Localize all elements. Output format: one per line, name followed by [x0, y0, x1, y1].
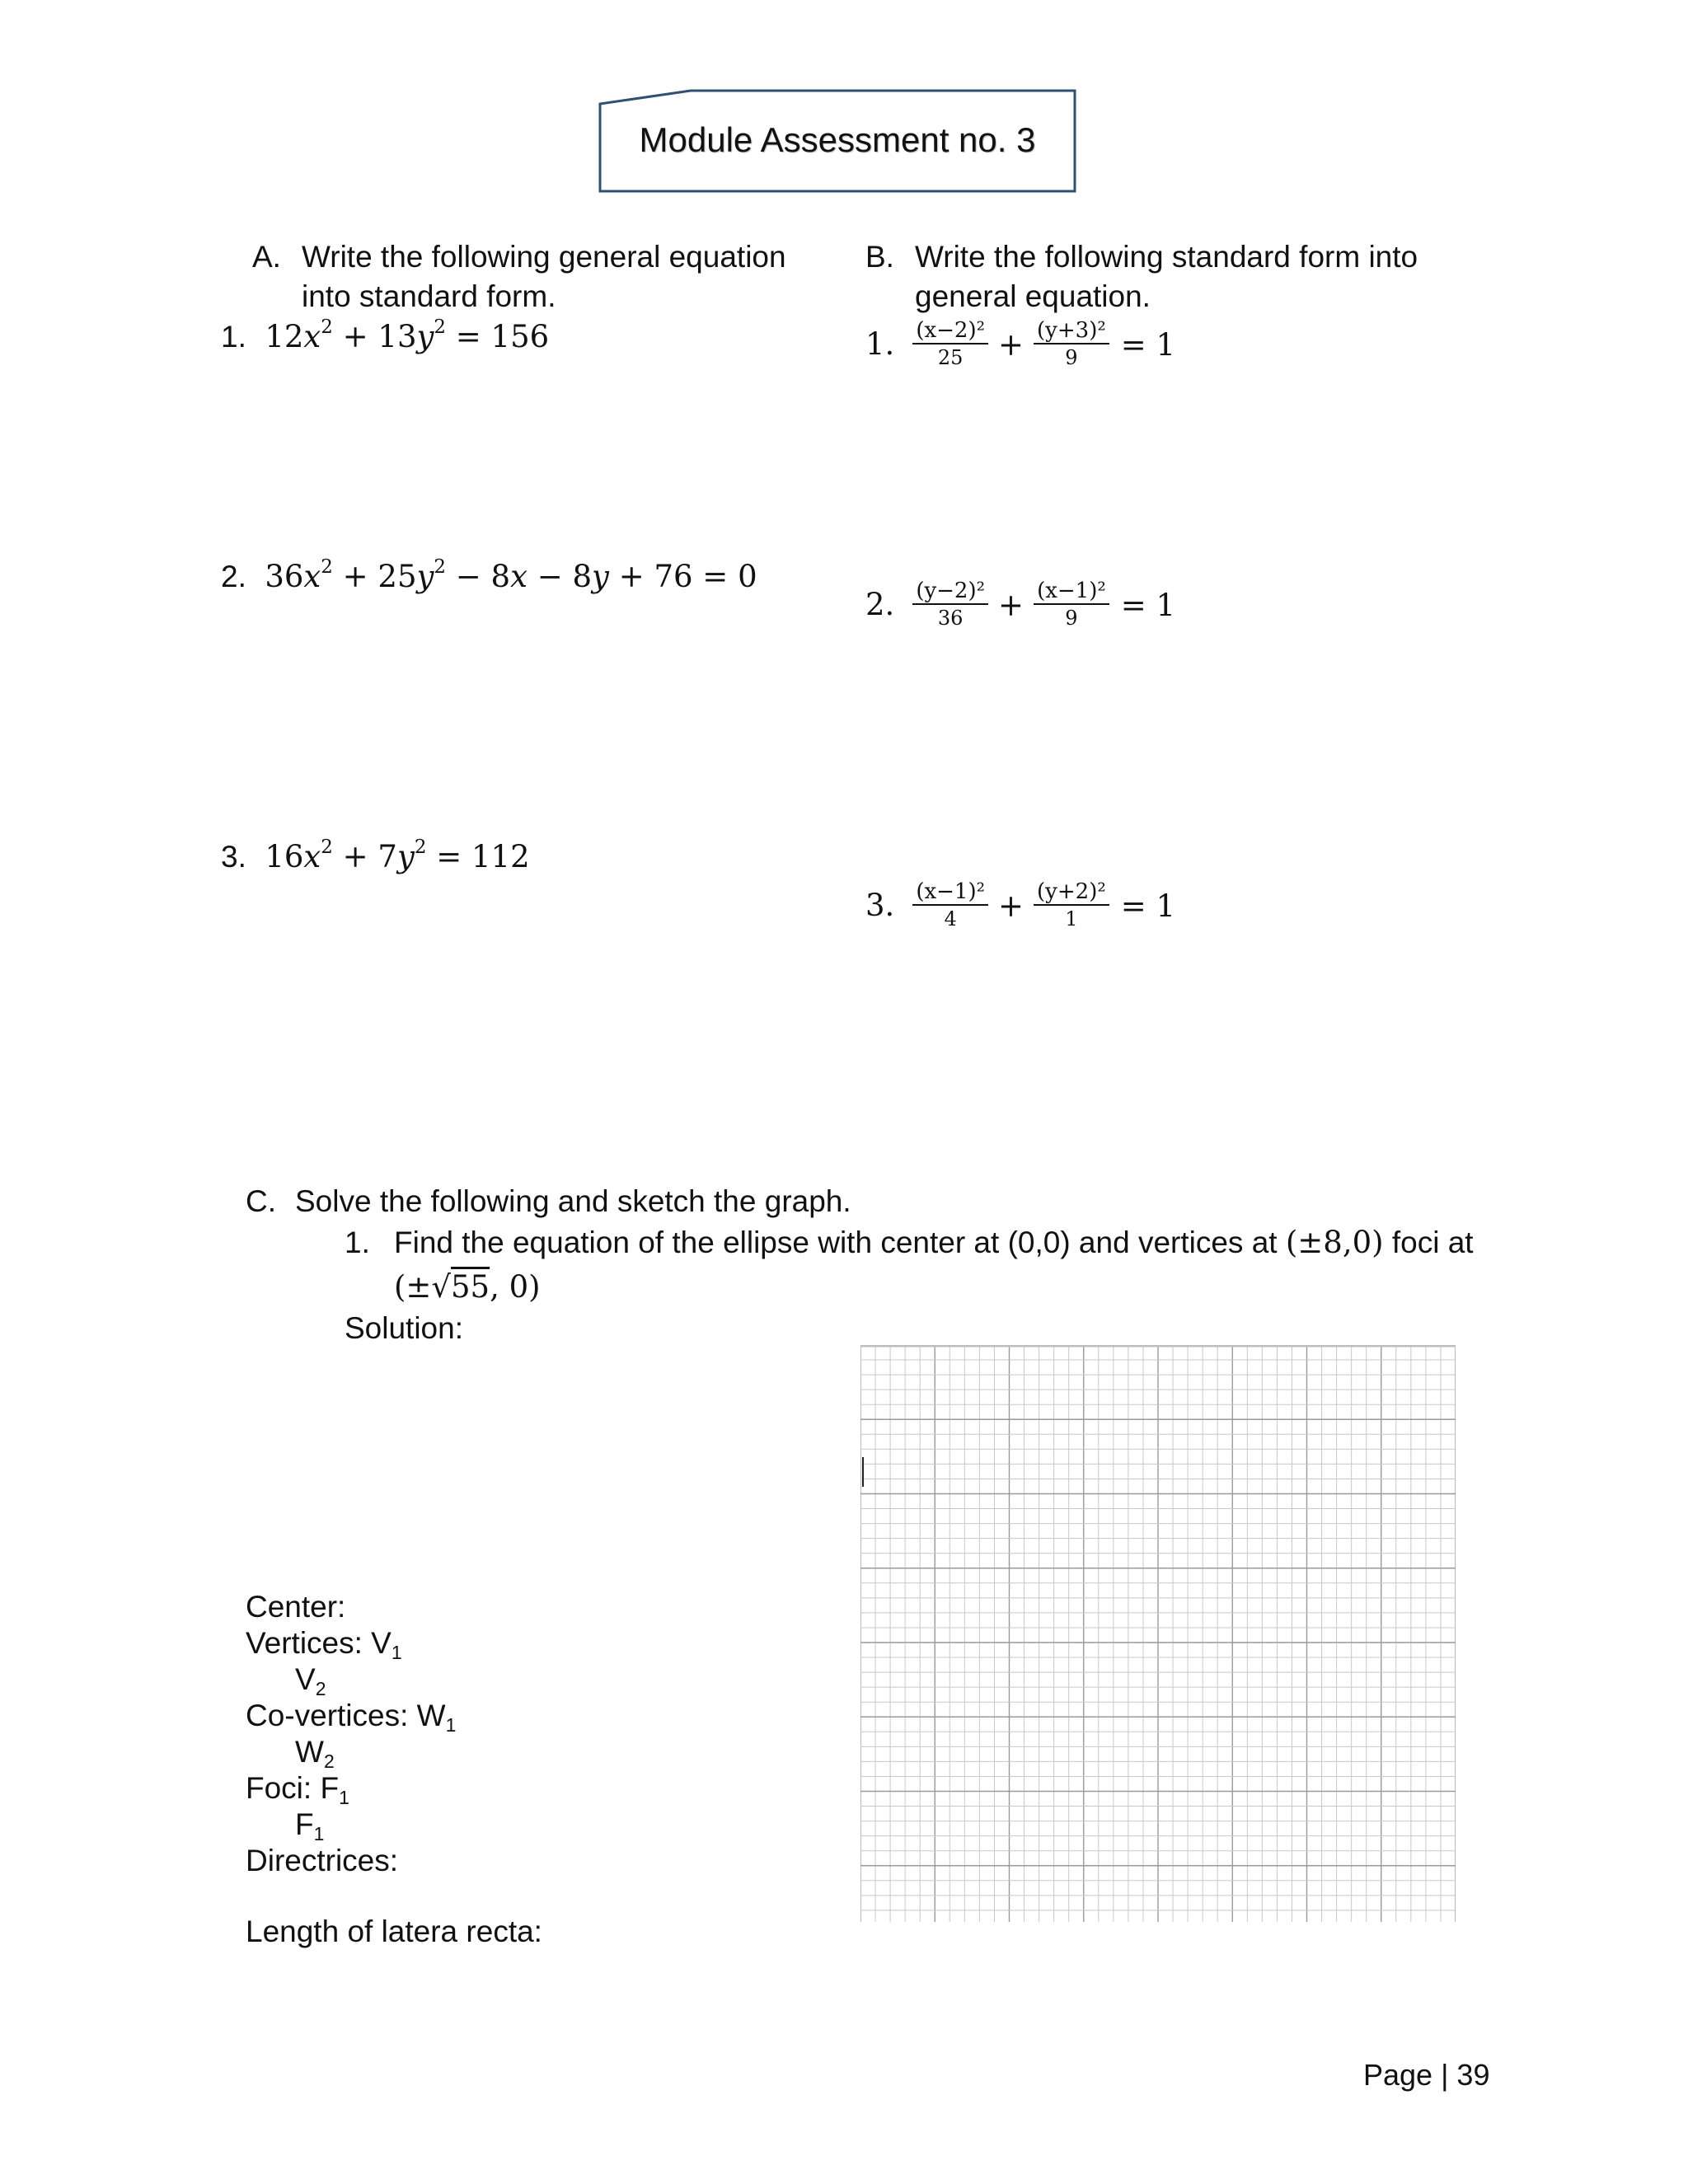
section-b-letter: B.	[865, 240, 894, 274]
item-number: 3.	[865, 888, 895, 923]
section-b-instruction-line2: general equation.	[915, 279, 1151, 313]
section-b-item-1: 1. $\frac{\text{(x−2)²}}{25}$ + $\frac{\text{(y+3)²}}{9}$ = 1	[865, 318, 1176, 369]
section-b-item-3: 3. $\frac{\text{(x−1)²}}{4}$ + $\frac{\text{(y+2)²}}{1}$ = 1	[865, 879, 1176, 930]
item-number: 1.	[865, 326, 895, 362]
section-c-heading: Solve the following and sketch the graph.	[295, 1184, 851, 1218]
coef-x: 12	[265, 319, 304, 354]
coef-x: 36	[265, 559, 304, 594]
covertex-2-label: $W_2$	[295, 1735, 335, 1772]
rhs-value: 156	[490, 319, 550, 354]
item-number: 2.	[865, 587, 895, 622]
fraction-2: $\frac{\text{(y+3)²}}{9}$	[1034, 318, 1109, 371]
page-title: Module Assessment no. 3	[639, 120, 1036, 159]
section-a-instruction-line2: into standard form.	[302, 279, 556, 313]
problem-text	[394, 1223, 1474, 1263]
rhs-value: = 1	[1120, 587, 1176, 623]
coef-x: 16	[265, 839, 304, 874]
text-cursor	[862, 1457, 864, 1487]
section-b-instruction-line1: Write the following standard form into	[915, 240, 1418, 274]
coef-y: 25	[377, 559, 417, 594]
latera-recta-label: Length of latera recta:	[246, 1915, 542, 1948]
foci-value: (±√55, 0)	[394, 1269, 541, 1305]
focus-2-label: $F_1$	[295, 1807, 325, 1844]
problem-statement: Find the equation of the ellipse with center at (0,0) and vertices at	[394, 1226, 1278, 1259]
section-a-item-3: 3. $16x^2 + 7y^2 = 112$	[221, 836, 530, 874]
directrices-label: Directrices:	[246, 1844, 399, 1877]
section-a-instruction-line1: Write the following general equation	[302, 240, 786, 274]
fraction-1: $\frac{\text{(x−1)²}}{4}$	[912, 879, 988, 932]
fraction-2: $\frac{\text{(y+2)²}}{1}$	[1034, 879, 1109, 932]
section-a-letter: A.	[252, 240, 281, 274]
page-number: Page | 39	[1363, 2058, 1490, 2092]
graph-paper-grid[interactable]	[860, 1345, 1456, 1922]
fraction-1: $\frac{\text{(y−2)²}}{36}$	[912, 579, 988, 631]
rhs-value: = 1	[1120, 326, 1176, 363]
problem-number: 1.	[345, 1226, 370, 1259]
vertex-2-label: $V_2$	[295, 1662, 326, 1699]
rhs-value: 112	[471, 839, 530, 874]
coef-y: 13	[377, 319, 417, 354]
term-x: − 8	[455, 559, 511, 594]
vertices-label: Vertices: $V_1$	[246, 1626, 402, 1663]
fraction-1: $\frac{\text{(x−2)²}}{25}$	[912, 318, 988, 371]
rhs-value: = 1	[1120, 888, 1176, 924]
vertices-value: (±8,0)	[1285, 1225, 1384, 1260]
section-a-item-1: 1. $12x^2 + 13y^2 = 156$	[221, 316, 550, 354]
covertices-label: Co-vertices: $W_1$	[246, 1699, 457, 1736]
foci-answer-label: Foci: $F_1$	[246, 1771, 349, 1808]
foci-label: foci at	[1391, 1226, 1474, 1259]
center-label: Center:	[246, 1590, 346, 1624]
fraction-2: $\frac{\text{(x−1)²}}{9}$	[1034, 579, 1109, 631]
item-number: 2.	[221, 560, 246, 593]
solution-label: Solution:	[345, 1311, 463, 1345]
coef-y: 7	[377, 839, 397, 874]
item-number: 1.	[221, 320, 246, 354]
section-b-item-2: 2. $\frac{\text{(y−2)²}}{36}$ + $\frac{\text{(x−1)²}}{9}$ = 1	[865, 579, 1176, 630]
constant-term: + 76 = 0	[618, 559, 757, 594]
item-number: 3.	[221, 840, 246, 874]
section-a-item-2: 2. $36x^2 + 25y^2 - 8x - 8y + 76 = 0$	[221, 555, 757, 594]
term-y: − 8	[537, 559, 593, 594]
section-c-letter: C.	[246, 1184, 276, 1218]
